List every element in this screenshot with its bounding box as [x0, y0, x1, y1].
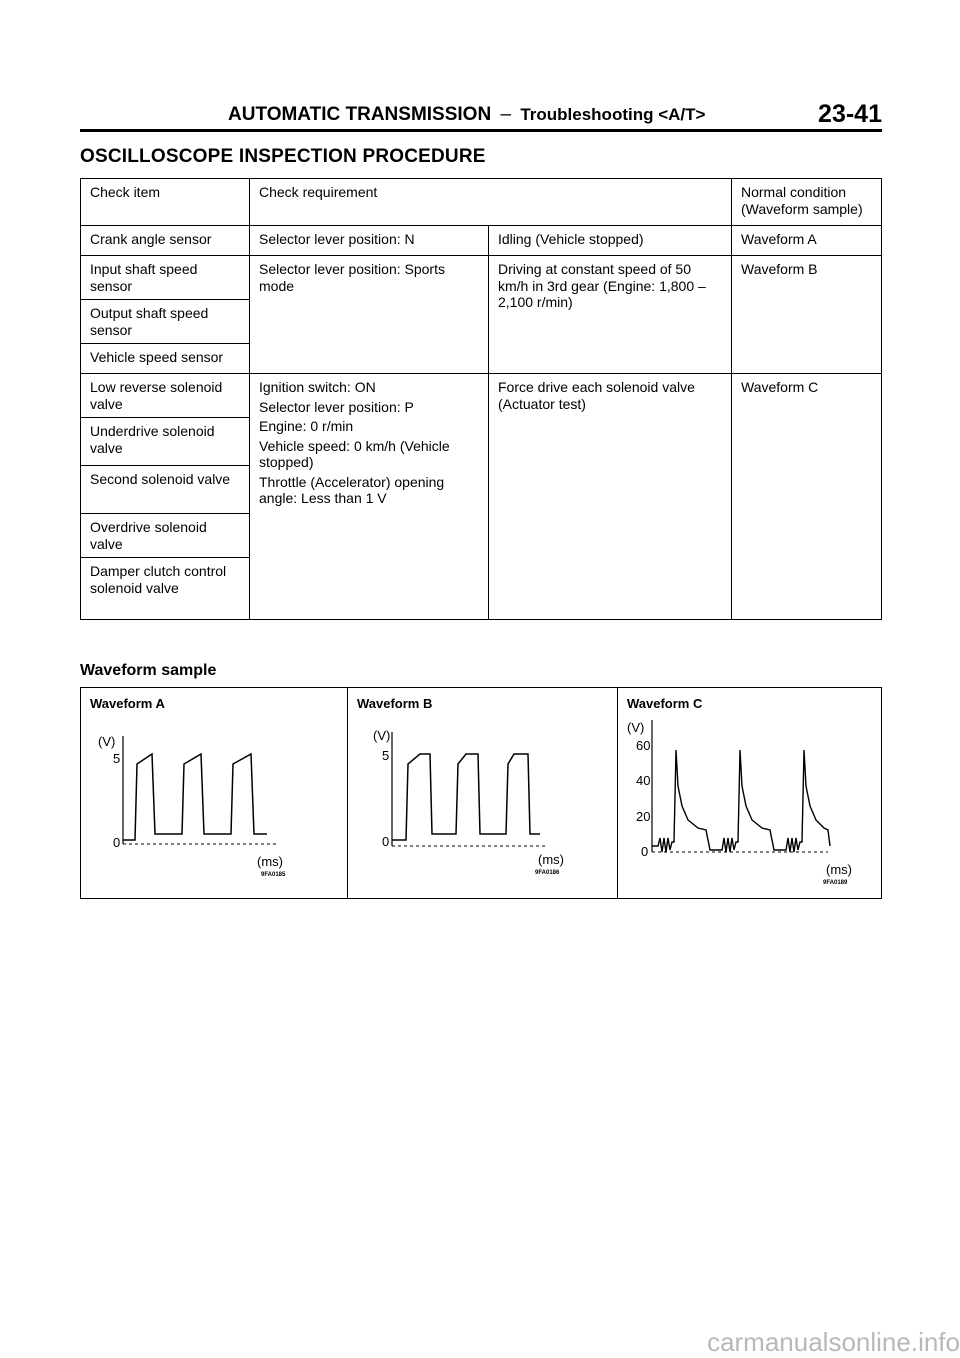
- check-requirement: Selector lever position: N: [250, 226, 489, 256]
- requirement-line: Throttle (Accelerator) opening angle: Less than 1 V: [259, 473, 445, 506]
- header-rule: [80, 129, 882, 132]
- page-number: 23-41: [818, 100, 882, 128]
- waveform-a-label: Waveform A: [90, 696, 165, 711]
- check-item: Low reverse solenoid valve: [81, 374, 250, 418]
- waveform-c-trace: [652, 750, 830, 852]
- waveform-b-code: 9FA0186: [535, 870, 560, 876]
- check-item: Overdrive solenoid valve: [81, 514, 250, 558]
- requirement-line: Selector lever position: P: [259, 398, 414, 415]
- check-item: Crank angle sensor: [81, 226, 250, 256]
- page-header: [80, 98, 882, 132]
- waveform-a-trace: [123, 754, 267, 840]
- waveform-c-y-unit: (V): [627, 720, 645, 735]
- header-check-requirement: Check requirement: [250, 179, 732, 226]
- check-item: Damper clutch control solenoid valve: [81, 558, 250, 620]
- waveform-c-panel: [617, 688, 884, 898]
- waveform-b-label: Waveform B: [357, 696, 433, 711]
- waveform-a-panel: [81, 688, 347, 898]
- requirement-line: Engine: 0 r/min: [259, 418, 354, 434]
- waveform-a-x-unit: (ms): [257, 854, 283, 869]
- waveform-a-code: 9FA0185: [261, 872, 286, 878]
- waveform-a-plot: [81, 688, 347, 898]
- header-check-item: Check item: [81, 179, 250, 226]
- check-item: Vehicle speed sensor: [81, 344, 250, 374]
- requirement-line: Ignition switch: ON: [259, 379, 376, 395]
- check-requirement: Selector lever position: Sports mode: [250, 256, 489, 374]
- waveform-c-y-tick-0: 0: [641, 844, 649, 859]
- waveform-a-y-tick-0: 0: [113, 835, 121, 850]
- header-dash: –: [500, 104, 512, 125]
- waveform-c-y-tick-40: 40: [636, 773, 651, 788]
- table-header-row: [81, 179, 882, 226]
- table-row: [81, 374, 882, 418]
- waveform-c-code: 9FA0189: [823, 880, 848, 886]
- check-item: Second solenoid valve: [81, 466, 250, 514]
- table-row: [81, 226, 882, 256]
- normal-condition: Waveform A: [732, 226, 882, 256]
- waveform-b-panel: [347, 688, 618, 898]
- check-item: Output shaft speed sensor: [81, 300, 250, 344]
- header-normal-condition: Normal condition (Waveform sample): [732, 179, 882, 226]
- waveform-a-y-tick-5: 5: [113, 751, 121, 766]
- header-title: [228, 104, 705, 126]
- waveform-c-x-unit: (ms): [826, 862, 852, 877]
- inspection-table: [80, 178, 882, 620]
- waveform-c-y-tick-20: 20: [636, 809, 651, 824]
- waveform-a-y-unit: (V): [98, 734, 116, 749]
- waveform-box: [80, 687, 882, 899]
- header-title-main: AUTOMATIC TRANSMISSION: [228, 104, 492, 125]
- waveform-b-plot: [348, 688, 618, 898]
- normal-condition: Waveform C: [732, 374, 882, 620]
- watermark: carmanualsonline.info: [707, 1327, 960, 1357]
- waveform-section-title: Waveform sample: [80, 662, 217, 679]
- normal-condition: Waveform B: [732, 256, 882, 374]
- waveform-b-y-tick-0: 0: [382, 834, 390, 849]
- waveform-c-plot: [618, 688, 884, 898]
- waveform-b-trace: [392, 754, 540, 840]
- waveform-c-label: Waveform C: [627, 696, 703, 711]
- check-condition: Idling (Vehicle stopped): [489, 226, 732, 256]
- waveform-b-y-unit: (V): [373, 728, 391, 743]
- check-requirement: [250, 374, 489, 620]
- requirement-line: Vehicle speed: 0 km/h (Vehicle stopped): [259, 437, 450, 470]
- check-item: Underdrive solenoid valve: [81, 418, 250, 466]
- waveform-b-x-unit: (ms): [538, 852, 564, 867]
- check-condition: Force drive each solenoid valve (Actuator test): [489, 374, 732, 620]
- waveform-b-y-tick-5: 5: [382, 748, 390, 763]
- waveform-c-y-tick-60: 60: [636, 738, 651, 753]
- header-subtitle: Troubleshooting <A/T>: [520, 105, 706, 124]
- section-title: OSCILLOSCOPE INSPECTION PROCEDURE: [80, 146, 486, 167]
- table-row: [81, 256, 882, 300]
- check-condition: Driving at constant speed of 50 km/h in 3rd gear (Engine: 1,800 – 2,100 r/min): [489, 256, 732, 374]
- check-item: Input shaft speed sensor: [81, 256, 250, 300]
